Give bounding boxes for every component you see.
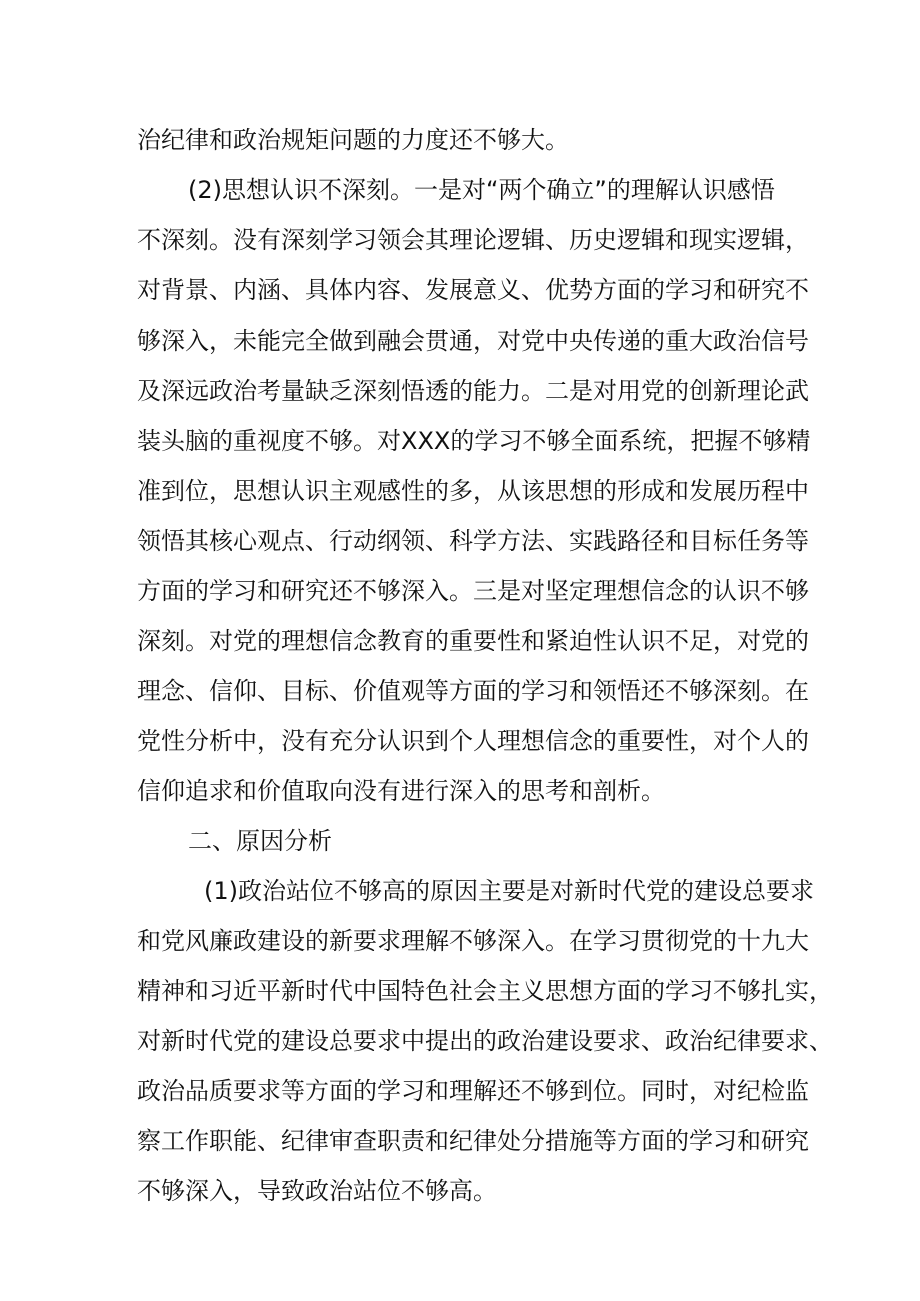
text-line: 不 深 刻 。 没 有 深 刻 学 习 领 会 其 理 论 逻 辑 、 历 史 逻 辑 和 现 实 逻 辑 ， [137,226,809,254]
text-line: 政 治 品 质 要 求 等 方 面 的 学 习 和 理 解 还 不 够 到 位 。 同 时 ， 对 纪 检 监 [137,1077,809,1105]
paragraph-marker: (2) [188,176,222,204]
text-line: 察 工 作 职 能 、 纪 律 审 查 职 责 和 纪 律 处 分 措 施 等 方 面 的 学 习 和 研 究 [137,1127,809,1155]
text-line: 对 新 时 代 党 的 建 设 总 要 求 中 提 出 的 政 治 建 设 要 求 、 政 治 纪 律 要 求 、 [137,1027,833,1055]
text-line: 够 深 入 ， 未 能 完 全 做 到 融 会 贯 通 ， 对 党 中 央 传 递 的 重 大 政 治 信 号 [137,327,809,355]
paragraph-3-first-line [204,873,814,909]
text-line: 不够深入，导致政治站位不够高。 [137,1177,497,1205]
text-line: 思想认识不深刻。一是对“两个确立”的理解认识感悟 [222,176,775,204]
text-line: 信仰追求和价值取向没有进行深入的思考和剖析。 [137,777,665,805]
text-line: 精 神 和 习 近 平 新 时 代 中 国 特 色 社 会 主 义 思 想 方 面 的 学 习 不 够 扎 实 ， [137,977,833,1005]
text-line: 对 背 景 、 内 涵 、 具 体 内 容 、 发 展 意 义 、 优 势 方 面 的 学 习 和 研 究 不 [137,276,809,304]
text-line: 理 念 、 信 仰 、 目 标 、 价 值 观 等 方 面 的 学 习 和 领 悟 还 不 够 深 刻 。 在 [137,677,809,705]
text-line: 深 刻 。 对 党 的 理 想 信 念 教 育 的 重 要 性 和 紧 迫 性 认 识 不 足 ， 对 党 的 [137,627,809,655]
text-line: 准 到 位 ， 思 想 认 识 主 观 感 性 的 多 ， 从 该 思 想 的 形 成 和 发 展 历 程 中 [137,477,809,505]
text-line: 方 面 的 学 习 和 研 究 还 不 够 深 入 。 三 是 对 坚 定 理 想 信 念 的 认 识 不 够 [137,577,809,605]
text-line: 及 深 远 政 治 考 量 缺 乏 深 刻 悟 透 的 能 力 。 二 是 对 用 党 的 创 新 理 论 武 [137,377,809,405]
section-heading: 二、原因分析 [188,827,332,855]
text-line: 党 性 分 析 中 ， 没 有 充 分 认 识 到 个 人 理 想 信 念 的 重 要 性 ， 对 个 人 的 [137,727,809,755]
text-line: 治纪律和政治规矩问题的力度还不够大。 [137,126,569,154]
text-line: 领 悟 其 核 心 观 点 、 行 动 纲 领 、 科 学 方 法 、 实 践 路 径 和 目 标 任 务 等 [137,527,809,555]
text-line: 政治站位不够高的原因主要是对新时代党的建设总要求 [238,877,814,905]
paragraph-marker: (1) [204,877,238,905]
text-line: 装 头 脑 的 重 视 度 不 够 。 对 XXX 的 学 习 不 够 全 面 系 统 ， 把 握 不 够 精 [137,427,811,455]
text-line: 和 党 风 廉 政 建 设 的 新 要 求 理 解 不 够 深 入 。 在 学 习 贯 彻 党 的 十 九 大 [137,927,809,955]
paragraph-2-first-line [188,172,775,208]
